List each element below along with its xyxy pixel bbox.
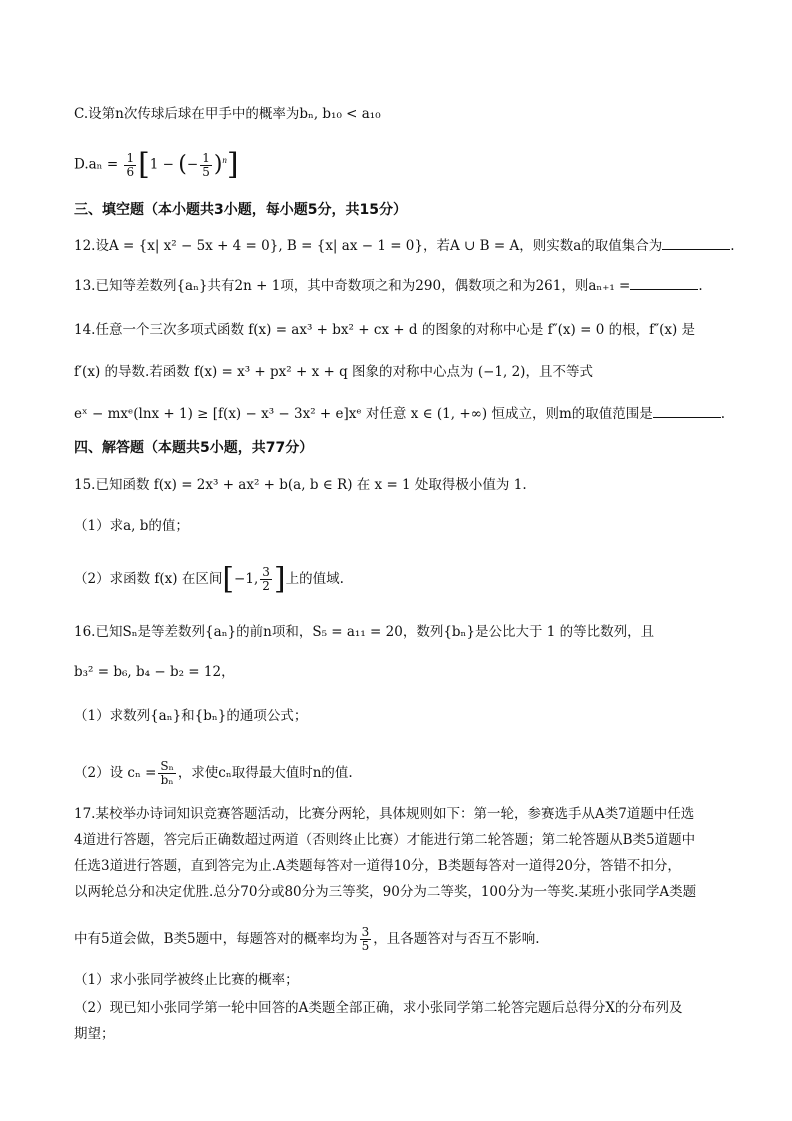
question-15-part1: （1）求a, b的值； xyxy=(74,518,189,534)
question-17-line3: 任选3道进行答题，直到答完为止.A类题每答对一道得10分，B类题每答对一道得20分，答错不扣分， xyxy=(74,858,681,874)
option-d-fraction: $\frac{1}{6}$ xyxy=(126,150,135,179)
answer-blank-14 xyxy=(653,405,721,418)
question-17-part2-line2: 期望； xyxy=(74,1026,115,1042)
question-16-part2: （2）设 cₙ = $\frac{\text{Sₙ}}{\text{bₙ}}$ ，求使cₙ取得最大值时n的值. xyxy=(74,759,353,787)
probability-fraction: $\frac{3}{5}$ xyxy=(361,925,370,953)
interval-fraction: $\frac{3}{2}$ xyxy=(262,565,270,593)
section-fill-in: 三、填空题（本小题共3小题，每小题5分，共15分） xyxy=(74,202,407,218)
question-17-line5: 中有5道会做，B类5题中，每题答对的概率均为 $\frac{3}{5}$ ，且各题答对与否互不影响. xyxy=(74,925,540,953)
question-17-line1: 17.某校举办诗词知识竞赛答题活动，比赛分两轮，具体规则如下：第一轮，参赛选手从A类7道题中任选 xyxy=(74,806,695,822)
option-c: C.设第n次传球后球在甲手中的概率为bₙ, b₁₀ < a₁₀ xyxy=(74,106,381,122)
option-d-inner-fraction: $\frac{1}{5}$ xyxy=(202,150,210,179)
question-16-part1: （1）求数列{aₙ}和{bₙ}的通项公式； xyxy=(74,708,308,724)
question-14-line1: 14.任意一个三次多项式函数 f(x) = ax³ + bx² + cx + d 的图象的对称中心是 f″(x) = 0 的根，f″(x) 是 xyxy=(74,322,696,338)
cn-fraction: $\frac{\text{Sₙ}}{\text{bₙ}}$ xyxy=(160,759,174,787)
option-d: D.aₙ = $\frac{1}{6}$ [1 − (− $\frac{1}{5}$ )$^n$] xyxy=(74,147,239,182)
answer-blank-12 xyxy=(662,237,730,250)
question-17-line4: 以两轮总分和决定优胜.总分70分或80分为三等奖，90分为二等奖，100分为一等奖.某班小张同学A类题 xyxy=(74,884,697,900)
section-solutions: 四、解答题（本题共5小题，共77分） xyxy=(74,440,314,456)
option-d-prefix: D.aₙ = xyxy=(74,156,119,173)
question-13: 13.已知等差数列{aₙ}共有2n + 1项，其中奇数项之和为290，偶数项之和为261，则aₙ₊₁ = . xyxy=(74,278,703,294)
question-16-condition: b₃² = b₆, b₄ − b₂ = 12， xyxy=(74,664,235,680)
answer-blank-13 xyxy=(630,277,698,290)
question-16: 16.已知Sₙ是等差数列{aₙ}的前n项和，S₅ = a₁₁ = 20，数列{bₙ}是公比大于 1 的等比数列，且 xyxy=(74,624,655,640)
question-17-part1: （1）求小张同学被终止比赛的概率； xyxy=(74,972,299,988)
question-17-part2-line1: （2）现已知小张同学第一轮中回答的A类题全部正确，求小张同学第二轮答完题后总得分X的分布列及 xyxy=(74,1000,683,1016)
question-15-part2: （2）求函数 f(x) 在区间[−1, $\frac{3}{2}$ ]上的值域. xyxy=(74,561,344,597)
question-14-line2: f′(x) 的导数.若函数 f(x) = x³ + px² + x + q 图象的对称中心点为 (−1, 2)，且不等式 xyxy=(74,364,593,380)
question-17-line2: 4道进行答题，答完后正确数超过两道（否则终止比赛）才能进行第二轮答题；第二轮答题从B类5道题中 xyxy=(74,832,696,848)
question-15: 15.已知函数 f(x) = 2x³ + ax² + b(a, b ∈ R) 在 x = 1 处取得极小值为 1. xyxy=(74,477,527,493)
question-14-line3: eˣ − mxᵉ(lnx + 1) ≥ [f(x) − x³ − 3x² + e]xᵉ 对任意 x ∈ (1, +∞) 恒成立，则m的取值范围是 . xyxy=(74,406,726,422)
question-12: 12.设A = {x| x² − 5x + 4 = 0}, B = {x| ax − 1 = 0}，若A ∪ B = A，则实数a的取值集合为 . xyxy=(74,238,735,254)
